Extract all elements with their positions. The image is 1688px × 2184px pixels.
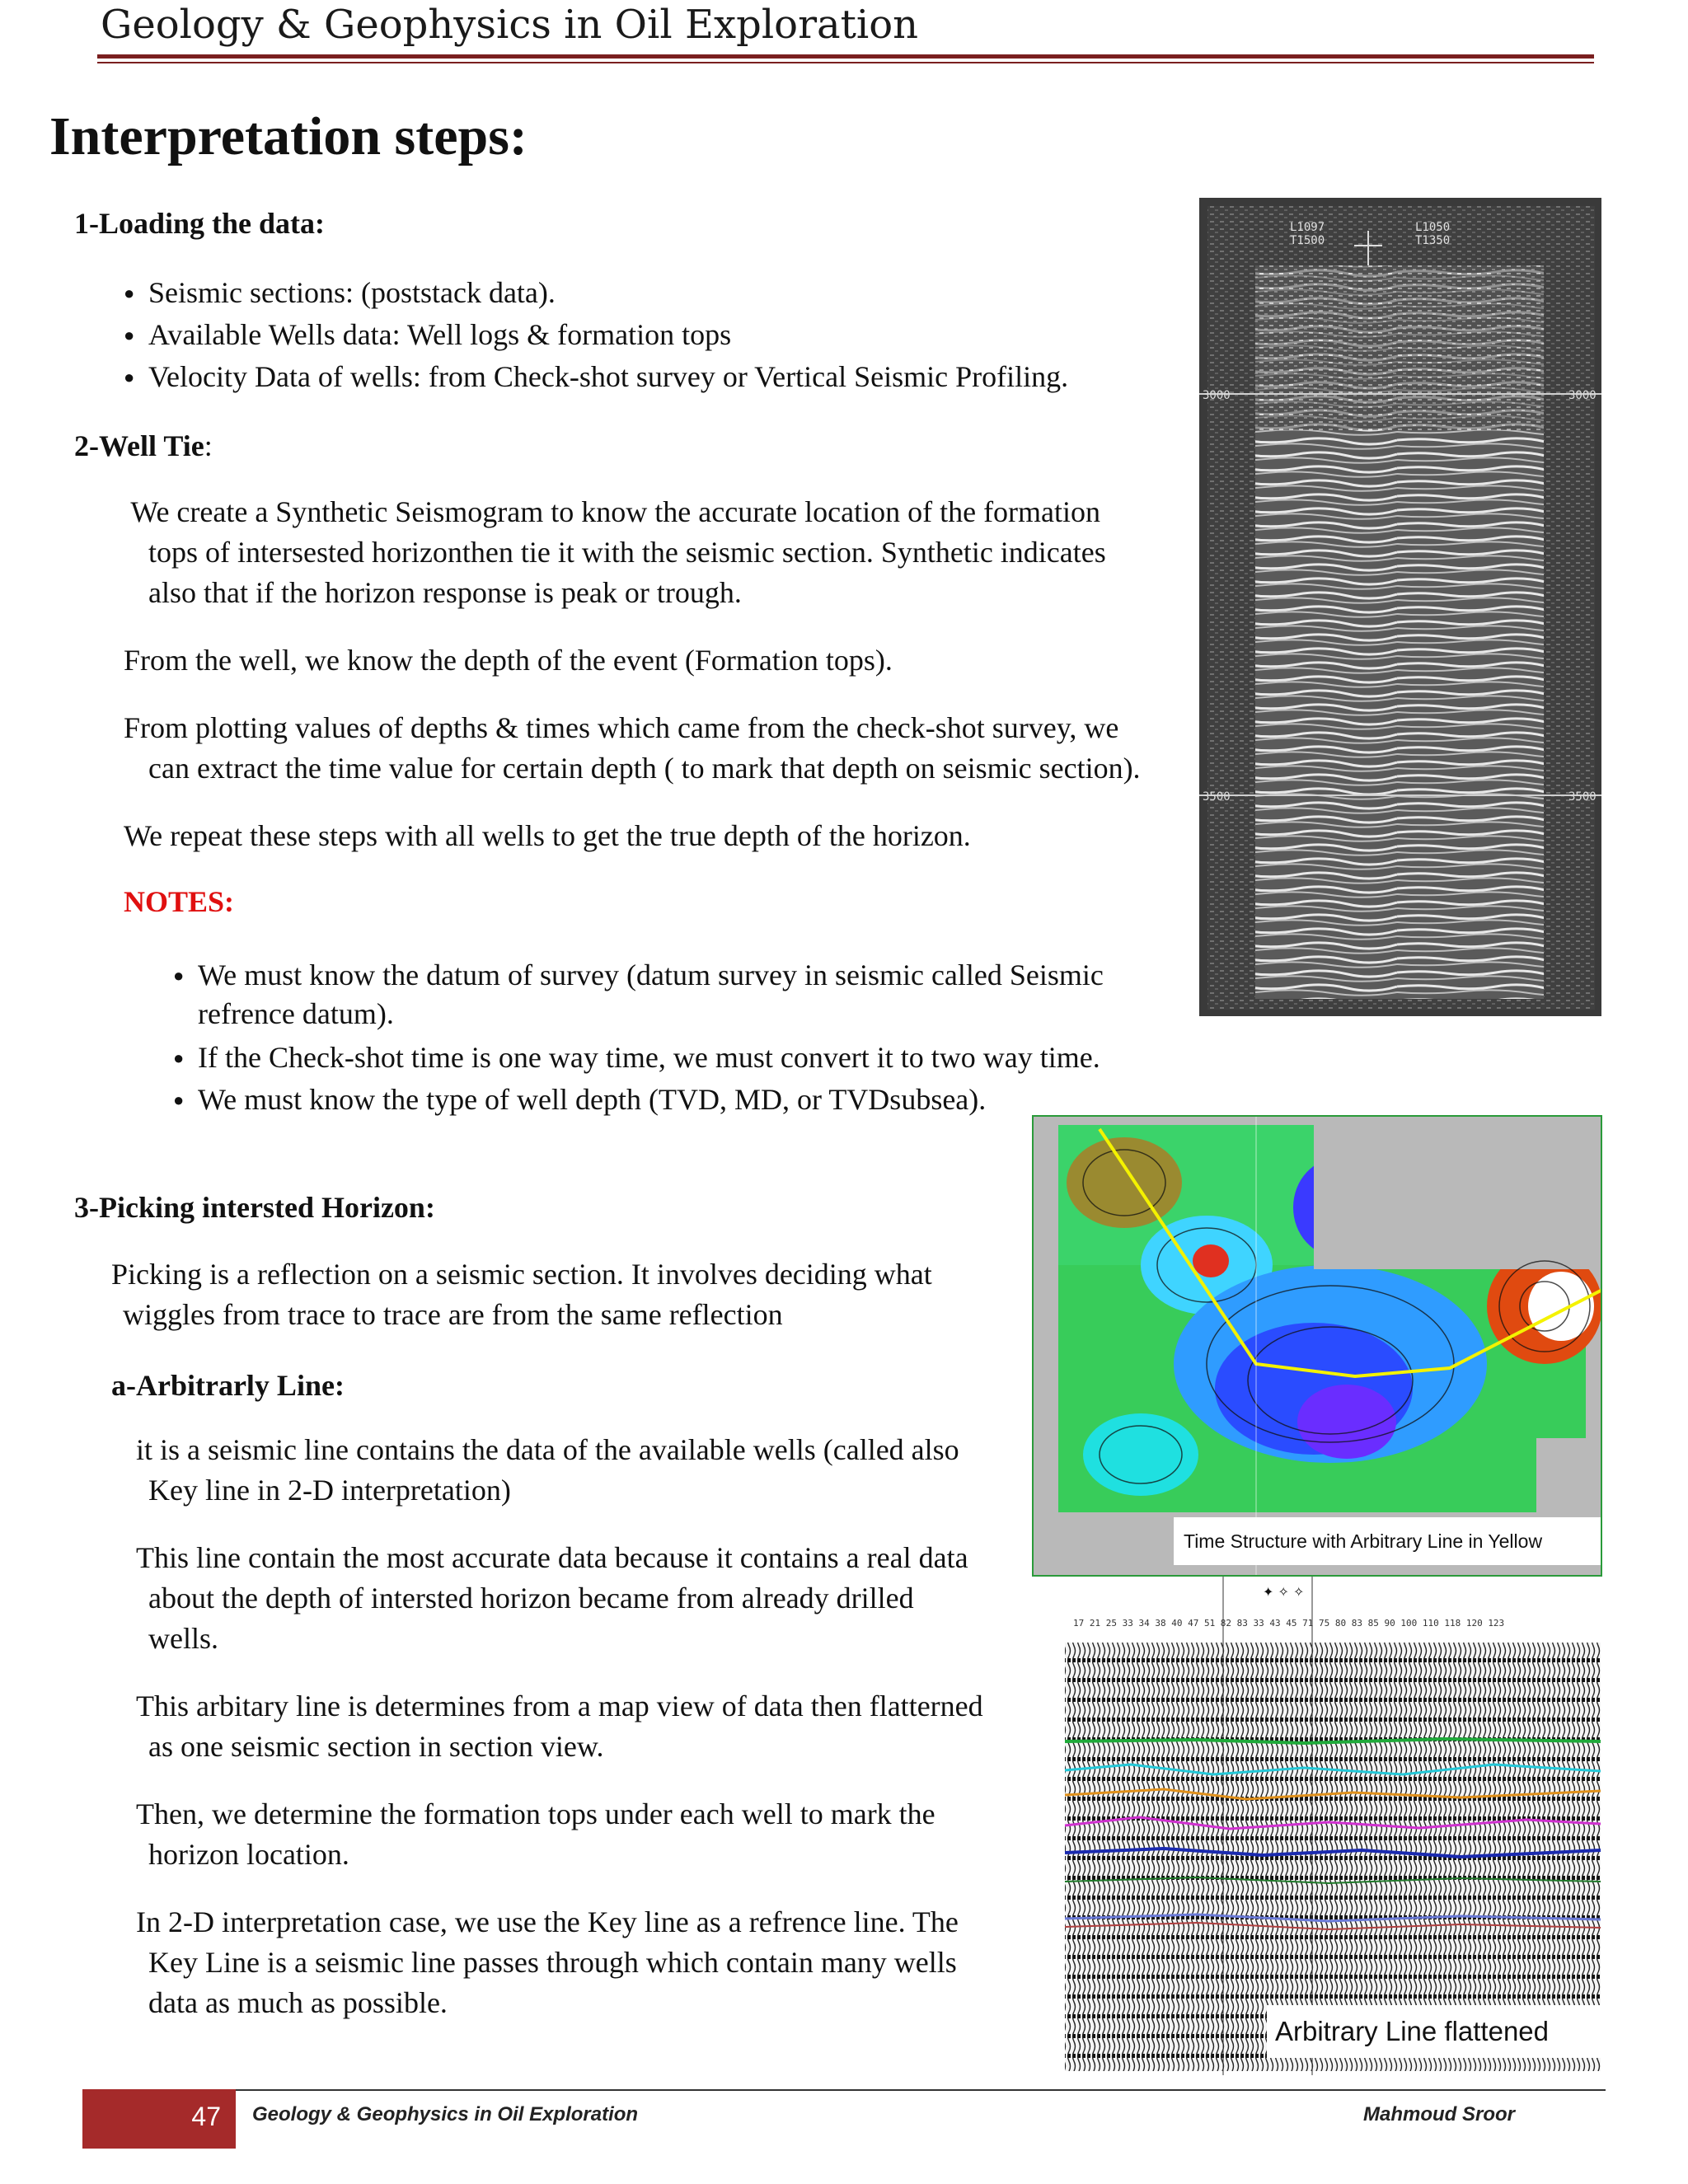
svg-text:17 21 25 33 34 38 40 47 51 8: 17 21 25 33 34 38 40 47 51 82 83 33 43 45 71 75 80 83 85 90 100 110 118 120 123: [1073, 1618, 1505, 1629]
paragraph-line: horizon location.: [148, 1838, 349, 1871]
notes-label: NOTES:: [124, 885, 235, 918]
section-caption: Arbitrary Line flattened: [1267, 2005, 1601, 2058]
list-item-continuation: refrence datum).: [198, 997, 394, 1030]
svg-text:3500: 3500: [1203, 790, 1231, 804]
list-item: ● Available Wells data: Well logs & formation tops: [124, 314, 1068, 356]
paragraph-line: Then, we determine the formation tops under each well to mark the: [136, 1797, 935, 1830]
section-3-heading: 3-Picking intersted Horizon:: [74, 1191, 435, 1224]
paragraph-line: Picking is a reflection on a seismic section. It involves deciding what: [111, 1258, 932, 1291]
notes-list-continued: [173, 1037, 1100, 1121]
map-caption: Time Structure with Arbitrary Line in Yellow: [1174, 1517, 1602, 1565]
subsection-heading: a-Arbitrarly Line:: [111, 1369, 345, 1402]
paragraph: We repeat these steps with all wells to get the true depth of the horizon.: [124, 819, 971, 852]
seismic-label-left: L1097: [1290, 221, 1325, 234]
list-item: ● If the Check-shot time is one way time, we must convert it to two way time.: [173, 1037, 1100, 1079]
footer-title: Geology & Geophysics in Oil Exploration: [252, 2103, 639, 2125]
page-title: Interpretation steps:: [49, 106, 528, 166]
paragraph-line: wells.: [148, 1622, 218, 1655]
paragraph-line: From plotting values of depths & times which came from the check-shot survey, we: [124, 711, 1119, 744]
footer-author: Mahmoud Sroor: [1363, 2103, 1515, 2125]
section-1-bullet-list: [124, 272, 1068, 398]
paragraph-line: Key Line is a seismic line passes through which contain many wells: [148, 1946, 957, 1979]
paragraph-line: as one seismic section in section view.: [148, 1730, 604, 1763]
paragraph-line: also that if the horizon response is peak or trough.: [148, 576, 742, 609]
section-2-heading: [74, 429, 213, 463]
seismic-section-image: [1199, 198, 1601, 1016]
running-header-title: Geology & Geophysics in Oil Exploration: [101, 2, 919, 48]
paragraph-line: Key line in 2-D interpretation): [148, 1474, 511, 1507]
svg-text:3000: 3000: [1568, 389, 1597, 402]
svg-text:T1500: T1500: [1290, 234, 1325, 247]
section-2-heading-colon: :: [204, 429, 213, 462]
footer-rule: [236, 2089, 1606, 2091]
paragraph-line: it is a seismic line contains the data of the available wells (called also: [136, 1433, 959, 1466]
svg-text:3000: 3000: [1203, 389, 1231, 402]
paragraph-line: We create a Synthetic Seismogram to know the accurate location of the formation: [124, 495, 1101, 528]
paragraph-line: This arbitary line is determines from a map view of data then flatterned: [136, 1690, 983, 1722]
notes-list: [173, 954, 1104, 996]
paragraph-line: can extract the time value for certain depth ( to mark that depth on seismic section).: [148, 752, 1141, 785]
paragraph-line: This line contain the most accurate data because it contains a real data: [136, 1541, 968, 1574]
paragraph-line: data as much as possible.: [148, 1986, 448, 2019]
header-rule: [97, 54, 1594, 59]
paragraph-line: tops of intersested horizonthen tie it with the seismic section. Synthetic indicates: [148, 536, 1106, 569]
arbitrary-line-section: [1032, 1577, 1602, 2075]
svg-text:3500: 3500: [1568, 790, 1597, 804]
section-1-heading: 1-Loading the data:: [74, 207, 326, 240]
svg-text:✦ ✧ ✧: ✦ ✧ ✧: [1263, 1584, 1305, 1600]
list-item: ● Velocity Data of wells: from Check-shot survey or Vertical Seismic Profiling.: [124, 356, 1068, 398]
section-2-heading-bold: 2-Well Tie: [74, 429, 204, 462]
list-item: ● We must know the type of well depth (TVD, MD, or TVDsubsea).: [173, 1079, 1100, 1121]
paragraph-line: In 2-D interpretation case, we use the Key line as a refrence line. The: [136, 1905, 959, 1938]
list-item: ● We must know the datum of survey (datum survey in seismic called Seismic: [173, 954, 1104, 996]
list-item: ● Seismic sections: (poststack data).: [124, 272, 1068, 314]
svg-text:T1350: T1350: [1415, 234, 1451, 247]
seismic-label-right: L1050: [1415, 221, 1451, 234]
time-structure-map: [1032, 1115, 1602, 1577]
header-rule-thin: [97, 62, 1594, 63]
paragraph-line: wiggles from trace to trace are from the same reflection: [115, 1298, 783, 1331]
page-number: 47: [191, 2102, 221, 2131]
paragraph-line: about the depth of intersted horizon became from already drilled: [148, 1582, 914, 1615]
paragraph: From the well, we know the depth of the event (Formation tops).: [124, 644, 893, 677]
